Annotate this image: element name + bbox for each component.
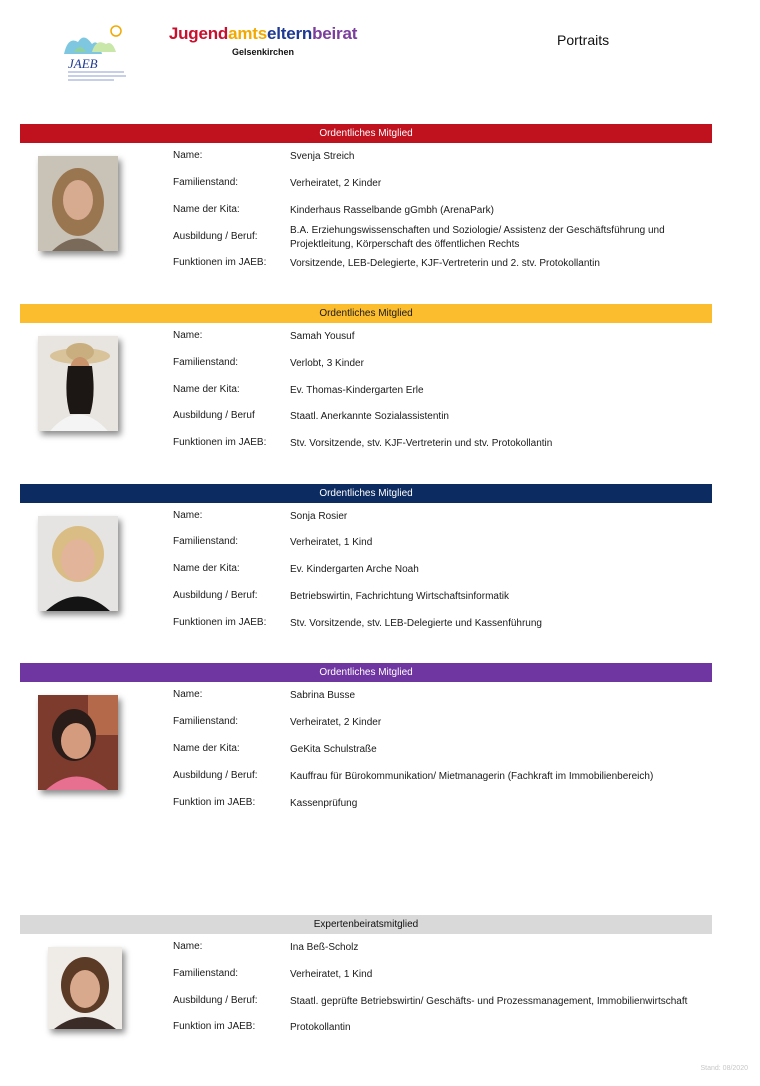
member-card: [20, 915, 712, 1045]
info-row: [173, 330, 710, 344]
member-card: [20, 124, 712, 284]
section-heading: Ordentliches Mitglied: [20, 484, 712, 503]
info-row: [173, 689, 710, 703]
row-value: Kassenprüfung: [290, 798, 358, 809]
row-value: Kauffrau für Bürokommunikation/ Mietmanagerin (Fachkraft im Immobilienbereich): [290, 771, 654, 782]
row-label: Name:: [173, 689, 203, 700]
brand-title: [168, 24, 358, 44]
info-row: [173, 410, 710, 424]
row-value: GeKita Schulstraße: [290, 744, 377, 755]
info-row: [173, 590, 710, 604]
row-label: Name:: [173, 150, 203, 161]
row-label: Ausbildung / Beruf:: [173, 770, 258, 781]
row-value: Verheiratet, 1 Kind: [290, 969, 373, 980]
brand-part: amts: [228, 24, 267, 43]
info-row: [173, 384, 710, 398]
info-row: [173, 510, 710, 524]
row-value: Verlobt, 3 Kinder: [290, 358, 364, 369]
info-row: [173, 224, 710, 252]
row-value: Stv. Vorsitzende, stv. LEB-Delegierte und Kassenführung: [290, 618, 542, 629]
row-value: Verheiratet, 2 Kinder: [290, 178, 382, 189]
section-heading: Ordentliches Mitglied: [20, 663, 712, 682]
info-row: [173, 1021, 710, 1035]
row-value: Vorsitzende, LEB-Delegierte, KJF-Vertreterin und 2. stv. Protokollantin: [290, 258, 600, 269]
row-label: Familienstand:: [173, 177, 239, 188]
row-value: Sonja Rosier: [290, 511, 348, 522]
info-row: [173, 797, 710, 811]
member-card: [20, 663, 712, 823]
brand-part: beirat: [312, 24, 358, 43]
row-value: Ev. Thomas-Kindergarten Erle: [290, 385, 424, 396]
member-photo: [38, 336, 118, 431]
info-row: [173, 617, 710, 631]
row-value: Sabrina Busse: [290, 690, 356, 701]
section-heading: Ordentliches Mitglied: [20, 304, 712, 323]
row-label: Ausbildung / Beruf:: [173, 231, 258, 242]
date-stamp: Stand: 08/2020: [700, 1065, 748, 1072]
row-label: Funktionen im JAEB:: [173, 437, 267, 448]
member-photo: [48, 947, 122, 1029]
section-heading: Ordentliches Mitglied: [20, 124, 712, 143]
row-label: Name der Kita:: [173, 563, 240, 574]
info-row: [173, 357, 710, 371]
row-value: Samah Yousuf: [290, 331, 355, 342]
row-value: Staatl. geprüfte Betriebswirtin/ Geschäfts- und Prozessmanagement, Immobilienwirtschaft: [290, 996, 688, 1007]
row-value: Ina Beß-Scholz: [290, 942, 359, 953]
row-value: Verheiratet, 1 Kind: [290, 537, 373, 548]
row-label: Name der Kita:: [173, 204, 240, 215]
member-photo: [38, 156, 118, 251]
info-row: [173, 770, 710, 784]
info-row: [173, 995, 710, 1009]
row-value: Betriebswirtin, Fachrichtung Wirtschaftsinformatik: [290, 591, 509, 602]
page-title: Portraits: [557, 32, 610, 48]
brand-part: Jugend: [168, 24, 229, 43]
row-label: Name:: [173, 941, 203, 952]
info-row: [173, 204, 710, 218]
brand-part: eltern: [266, 24, 313, 43]
info-row: [173, 743, 710, 757]
row-value: Verheiratet, 2 Kinder: [290, 717, 382, 728]
logo-text: JAEB: [68, 56, 98, 71]
info-row: [173, 536, 710, 550]
info-row: [173, 716, 710, 730]
row-label: Name:: [173, 330, 203, 341]
row-label: Ausbildung / Beruf:: [173, 590, 258, 601]
brand: [168, 24, 358, 57]
row-label: Ausbildung / Beruf:: [173, 995, 258, 1006]
row-value: Staatl. Anerkannte Sozialassistentin: [290, 411, 449, 422]
row-label: Name:: [173, 510, 203, 521]
row-value: Stv. Vorsitzende, stv. KJF-Vertreterin und stv. Protokollantin: [290, 438, 553, 449]
row-value: B.A. Erziehungswissenschaften und Soziologie/ Assistenz der Geschäftsführung und Projektleitung, Körperschaft des öffentlichen Rechts: [290, 225, 665, 250]
row-label: Familienstand:: [173, 357, 239, 368]
row-value: Kinderhaus Rasselbande gGmbh (ArenaPark): [290, 205, 494, 216]
brand-subtitle: Gelsenkirchen: [231, 47, 295, 57]
info-row: [173, 968, 710, 982]
info-row: [173, 150, 710, 164]
row-value: Svenja Streich: [290, 151, 355, 162]
info-row: [173, 437, 710, 451]
info-row: [173, 257, 710, 271]
row-label: Funktionen im JAEB:: [173, 617, 267, 628]
row-label: Familienstand:: [173, 536, 239, 547]
row-label: Name der Kita:: [173, 743, 240, 754]
row-label: Name der Kita:: [173, 384, 240, 395]
info-row: [173, 177, 710, 191]
row-label: Funktion im JAEB:: [173, 1021, 256, 1032]
member-photo: [38, 695, 118, 790]
row-label: Funktionen im JAEB:: [173, 257, 267, 268]
section-heading: Expertenbeiratsmitglied: [20, 915, 712, 934]
row-label: Funktion im JAEB:: [173, 797, 256, 808]
jaeb-logo: [54, 22, 136, 84]
row-label: Ausbildung / Beruf: [173, 410, 255, 421]
member-card: [20, 484, 712, 644]
row-value: Protokollantin: [290, 1022, 351, 1033]
member-photo: [38, 516, 118, 611]
member-card: [20, 304, 712, 464]
info-row: [173, 563, 710, 577]
row-label: Familienstand:: [173, 968, 239, 979]
row-label: Familienstand:: [173, 716, 239, 727]
info-row: [173, 941, 710, 955]
row-value: Ev. Kindergarten Arche Noah: [290, 564, 419, 575]
